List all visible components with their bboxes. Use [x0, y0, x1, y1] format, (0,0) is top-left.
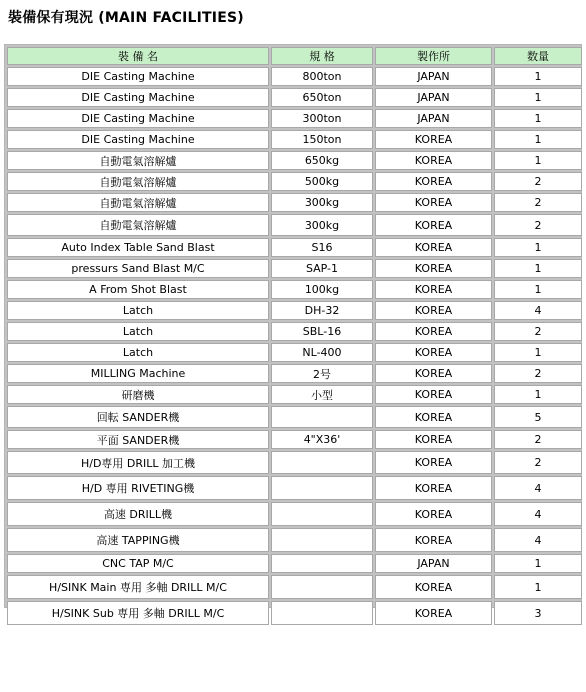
spec-cell: 650kg — [271, 151, 373, 170]
maker-cell: KOREA — [375, 130, 492, 149]
spec-cell: 300ton — [271, 109, 373, 128]
maker-cell: KOREA — [375, 476, 492, 500]
table-row — [7, 259, 582, 278]
table-header-row — [7, 47, 582, 65]
quantity-cell: 2 — [494, 214, 582, 236]
maker-cell: KOREA — [375, 193, 492, 212]
spec-cell: 100kg — [271, 280, 373, 299]
equipment-name-cell: Latch — [7, 301, 269, 320]
maker-cell: KOREA — [375, 406, 492, 428]
equipment-name-cell: Latch — [7, 322, 269, 341]
maker-cell: KOREA — [375, 364, 492, 383]
table-row — [7, 343, 582, 362]
quantity-cell: 5 — [494, 406, 582, 428]
quantity-cell: 2 — [494, 193, 582, 212]
table-row — [7, 476, 582, 500]
table-row — [7, 238, 582, 257]
table-row — [7, 364, 582, 383]
quantity-cell: 1 — [494, 343, 582, 362]
table-row — [7, 575, 582, 599]
quantity-cell: 3 — [494, 601, 582, 625]
equipment-name-cell: H/SINK Main 専用 多軸 DRILL M/C — [7, 575, 269, 599]
spec-cell: 4"X36' — [271, 430, 373, 449]
quantity-cell: 4 — [494, 301, 582, 320]
spec-cell — [271, 502, 373, 526]
table-row — [7, 151, 582, 170]
quantity-cell: 1 — [494, 88, 582, 107]
equipment-name-cell: 研磨機 — [7, 385, 269, 404]
spec-cell — [271, 451, 373, 474]
maker-cell: KOREA — [375, 280, 492, 299]
facilities-table — [4, 44, 582, 620]
maker-cell: JAPAN — [375, 554, 492, 573]
quantity-cell: 1 — [494, 575, 582, 599]
maker-cell: KOREA — [375, 601, 492, 625]
equipment-name-cell: MILLING Machine — [7, 364, 269, 383]
header-maker: 製作所 — [375, 47, 492, 65]
spec-cell: 650ton — [271, 88, 373, 107]
quantity-cell: 1 — [494, 554, 582, 573]
spec-cell: NL-400 — [271, 343, 373, 362]
table-row — [7, 301, 582, 320]
equipment-name-cell: H/D 専用 RIVETING機 — [7, 476, 269, 500]
equipment-name-cell: A From Shot Blast — [7, 280, 269, 299]
quantity-cell: 1 — [494, 238, 582, 257]
maker-cell: KOREA — [375, 322, 492, 341]
equipment-name-cell: pressurs Sand Blast M/C — [7, 259, 269, 278]
facilities-grid — [5, 45, 584, 627]
quantity-cell: 4 — [494, 528, 582, 552]
quantity-cell: 2 — [494, 172, 582, 191]
spec-cell — [271, 554, 373, 573]
header-spec: 規 格 — [271, 47, 373, 65]
maker-cell: KOREA — [375, 214, 492, 236]
spec-cell: 150ton — [271, 130, 373, 149]
equipment-name-cell: Auto Index Table Sand Blast — [7, 238, 269, 257]
spec-cell — [271, 601, 373, 625]
spec-cell: 2号 — [271, 364, 373, 383]
equipment-name-cell: DIE Casting Machine — [7, 88, 269, 107]
maker-cell: KOREA — [375, 502, 492, 526]
table-row — [7, 214, 582, 236]
quantity-cell: 4 — [494, 476, 582, 500]
spec-cell: 800ton — [271, 67, 373, 86]
quantity-cell: 4 — [494, 502, 582, 526]
spec-cell: 小型 — [271, 385, 373, 404]
table-row — [7, 130, 582, 149]
table-row — [7, 502, 582, 526]
maker-cell: KOREA — [375, 172, 492, 191]
equipment-name-cell: DIE Casting Machine — [7, 130, 269, 149]
table-row — [7, 601, 582, 625]
equipment-name-cell: 自動電氣溶解爐 — [7, 214, 269, 236]
equipment-name-cell: 自動電氣溶解爐 — [7, 172, 269, 191]
quantity-cell: 1 — [494, 151, 582, 170]
maker-cell: KOREA — [375, 528, 492, 552]
spec-cell: SAP-1 — [271, 259, 373, 278]
equipment-name-cell: 高速 TAPPING機 — [7, 528, 269, 552]
table-row — [7, 322, 582, 341]
equipment-name-cell: CNC TAP M/C — [7, 554, 269, 573]
maker-cell: KOREA — [375, 259, 492, 278]
maker-cell: KOREA — [375, 301, 492, 320]
equipment-name-cell: Latch — [7, 343, 269, 362]
maker-cell: KOREA — [375, 385, 492, 404]
table-row — [7, 528, 582, 552]
maker-cell: KOREA — [375, 575, 492, 599]
maker-cell: JAPAN — [375, 109, 492, 128]
header-quantity: 数量 — [494, 47, 582, 65]
spec-cell — [271, 406, 373, 428]
equipment-name-cell: 平面 SANDER機 — [7, 430, 269, 449]
quantity-cell: 1 — [494, 259, 582, 278]
quantity-cell: 1 — [494, 109, 582, 128]
equipment-name-cell: DIE Casting Machine — [7, 67, 269, 86]
spec-cell: 500kg — [271, 172, 373, 191]
maker-cell: JAPAN — [375, 67, 492, 86]
table-row — [7, 406, 582, 428]
spec-cell: SBL-16 — [271, 322, 373, 341]
quantity-cell: 2 — [494, 364, 582, 383]
spec-cell: 300kg — [271, 214, 373, 236]
maker-cell: KOREA — [375, 238, 492, 257]
header-equipment-name: 裝 備 名 — [7, 47, 269, 65]
spec-cell: DH-32 — [271, 301, 373, 320]
spec-cell — [271, 528, 373, 552]
spec-cell — [271, 575, 373, 599]
quantity-cell: 2 — [494, 322, 582, 341]
maker-cell: KOREA — [375, 343, 492, 362]
equipment-name-cell: 高速 DRILL機 — [7, 502, 269, 526]
quantity-cell: 1 — [494, 385, 582, 404]
equipment-name-cell: 回転 SANDER機 — [7, 406, 269, 428]
table-row — [7, 554, 582, 573]
table-row — [7, 385, 582, 404]
page-title: 裝備保有現況 (MAIN FACILITIES) — [8, 10, 244, 26]
spec-cell — [271, 476, 373, 500]
table-row — [7, 430, 582, 449]
table-row — [7, 280, 582, 299]
quantity-cell: 1 — [494, 130, 582, 149]
table-row — [7, 172, 582, 191]
quantity-cell: 1 — [494, 67, 582, 86]
spec-cell: 300kg — [271, 193, 373, 212]
quantity-cell: 2 — [494, 451, 582, 474]
table-row — [7, 67, 582, 86]
equipment-name-cell: 自動電氣溶解爐 — [7, 151, 269, 170]
spec-cell: S16 — [271, 238, 373, 257]
table-row — [7, 88, 582, 107]
equipment-name-cell: DIE Casting Machine — [7, 109, 269, 128]
equipment-name-cell: H/SINK Sub 専用 多軸 DRILL M/C — [7, 601, 269, 625]
maker-cell: KOREA — [375, 430, 492, 449]
table-row — [7, 109, 582, 128]
quantity-cell: 1 — [494, 280, 582, 299]
table-row — [7, 193, 582, 212]
quantity-cell: 2 — [494, 430, 582, 449]
equipment-name-cell: 自動電氣溶解爐 — [7, 193, 269, 212]
maker-cell: KOREA — [375, 151, 492, 170]
maker-cell: KOREA — [375, 451, 492, 474]
table-row — [7, 451, 582, 474]
equipment-name-cell: H/D専用 DRILL 加工機 — [7, 451, 269, 474]
maker-cell: JAPAN — [375, 88, 492, 107]
